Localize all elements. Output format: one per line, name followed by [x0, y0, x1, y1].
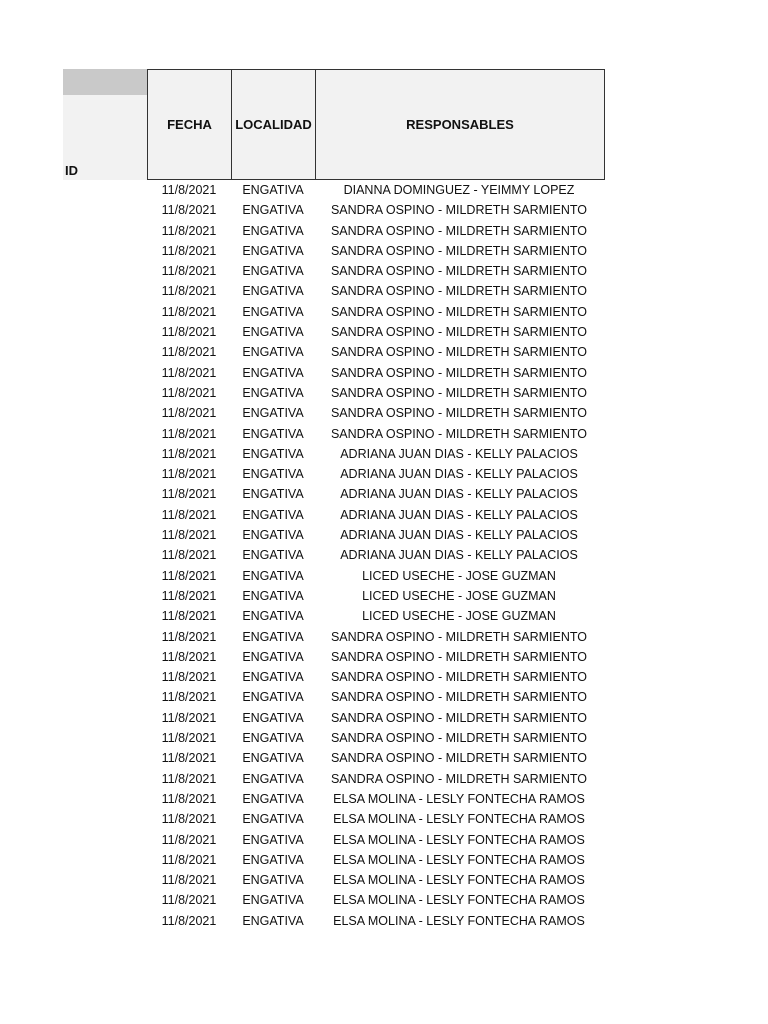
responsables-cell: SANDRA OSPINO - MILDRETH SARMIENTO: [330, 325, 588, 340]
fecha-cell: 11/8/2021: [161, 568, 217, 583]
fecha-cell: 11/8/2021: [161, 284, 217, 299]
id-column-header: ID: [65, 163, 78, 178]
localidad-cell: ENGATIVA: [242, 385, 304, 400]
localidad-cell: ENGATIVA: [242, 487, 304, 502]
responsables-cell: SANDRA OSPINO - MILDRETH SARMIENTO: [330, 264, 588, 279]
responsables-cell: ELSA MOLINA - LESLY FONTECHA RAMOS: [333, 812, 585, 827]
table-row: [147, 241, 603, 261]
table-row: [147, 606, 603, 626]
localidad-cell: ENGATIVA: [242, 446, 304, 461]
localidad-cell: ENGATIVA: [242, 832, 304, 847]
responsables-cell: SANDRA OSPINO - MILDRETH SARMIENTO: [330, 710, 588, 725]
table-row: [147, 708, 603, 728]
fecha-cell: 11/8/2021: [161, 873, 217, 888]
responsables-cell: ELSA MOLINA - LESLY FONTECHA RAMOS: [333, 832, 585, 847]
localidad-cell: ENGATIVA: [242, 223, 304, 238]
fecha-cell: 11/8/2021: [161, 588, 217, 603]
table-row: [147, 281, 603, 301]
table-row: [147, 180, 603, 200]
table-row: [147, 667, 603, 687]
table-row: [147, 586, 603, 606]
table-row: [147, 911, 603, 931]
fecha-cell: 11/8/2021: [161, 670, 217, 685]
table-row: [147, 830, 603, 850]
table-row: [147, 809, 603, 829]
responsables-cell: SANDRA OSPINO - MILDRETH SARMIENTO: [330, 203, 588, 218]
responsables-cell: SANDRA OSPINO - MILDRETH SARMIENTO: [330, 649, 588, 664]
localidad-cell: ENGATIVA: [242, 568, 304, 583]
responsables-cell: ADRIANA JUAN DIAS - KELLY PALACIOS: [340, 487, 578, 502]
responsables-cell: DIANNA DOMINGUEZ - YEIMMY LOPEZ: [343, 183, 575, 197]
fecha-cell: 11/8/2021: [161, 304, 217, 319]
table-row: [147, 566, 603, 586]
localidad-cell: ENGATIVA: [242, 731, 304, 746]
responsables-cell: SANDRA OSPINO - MILDRETH SARMIENTO: [330, 304, 588, 319]
fecha-cell: 11/8/2021: [161, 832, 217, 847]
localidad-cell: ENGATIVA: [242, 873, 304, 888]
responsables-cell: SANDRA OSPINO - MILDRETH SARMIENTO: [330, 629, 588, 644]
responsables-cell: ADRIANA JUAN DIAS - KELLY PALACIOS: [340, 507, 578, 522]
localidad-cell: ENGATIVA: [242, 588, 304, 603]
localidad-cell: ENGATIVA: [242, 467, 304, 482]
table-body: [147, 180, 603, 931]
table-row: [147, 769, 603, 789]
responsables-cell: SANDRA OSPINO - MILDRETH SARMIENTO: [330, 243, 588, 258]
table-row: [147, 200, 603, 220]
responsables-cell: ELSA MOLINA - LESLY FONTECHA RAMOS: [333, 893, 585, 908]
responsables-cell: SANDRA OSPINO - MILDRETH SARMIENTO: [330, 731, 588, 746]
fecha-cell: 11/8/2021: [161, 385, 217, 400]
responsables-cell: ELSA MOLINA - LESLY FONTECHA RAMOS: [333, 873, 585, 888]
localidad-cell: ENGATIVA: [242, 913, 304, 928]
table-row: [147, 383, 603, 403]
fecha-cell: 11/8/2021: [161, 406, 217, 421]
id-header-top-cell: [63, 69, 147, 95]
fecha-cell: 11/8/2021: [161, 183, 217, 197]
table-row: [147, 444, 603, 464]
localidad-cell: ENGATIVA: [242, 649, 304, 664]
localidad-cell: ENGATIVA: [242, 304, 304, 319]
responsables-cell: SANDRA OSPINO - MILDRETH SARMIENTO: [330, 284, 588, 299]
localidad-cell: ENGATIVA: [242, 426, 304, 441]
localidad-cell: ENGATIVA: [242, 365, 304, 380]
localidad-cell: ENGATIVA: [242, 406, 304, 421]
localidad-cell: ENGATIVA: [242, 852, 304, 867]
table-row: [147, 403, 603, 423]
localidad-cell: ENGATIVA: [242, 791, 304, 806]
localidad-cell: ENGATIVA: [242, 609, 304, 624]
table-row: [147, 484, 603, 504]
table-header: [147, 69, 605, 180]
fecha-cell: 11/8/2021: [161, 731, 217, 746]
fecha-cell: 11/8/2021: [161, 365, 217, 380]
fecha-cell: 11/8/2021: [161, 893, 217, 908]
localidad-cell: ENGATIVA: [242, 243, 304, 258]
table-row: [147, 505, 603, 525]
localidad-cell: ENGATIVA: [242, 548, 304, 563]
fecha-cell: 11/8/2021: [161, 426, 217, 441]
fecha-cell: 11/8/2021: [161, 223, 217, 238]
responsables-cell: ADRIANA JUAN DIAS - KELLY PALACIOS: [340, 467, 578, 482]
fecha-cell: 11/8/2021: [161, 467, 217, 482]
fecha-cell: 11/8/2021: [161, 446, 217, 461]
fecha-cell: 11/8/2021: [161, 528, 217, 543]
table-row: [147, 850, 603, 870]
table-row: [147, 363, 603, 383]
responsables-cell: LICED USECHE - JOSE GUZMAN: [362, 609, 556, 624]
fecha-cell: 11/8/2021: [161, 649, 217, 664]
table-row: [147, 627, 603, 647]
table-row: [147, 748, 603, 768]
fecha-cell: 11/8/2021: [161, 264, 217, 279]
localidad-cell: ENGATIVA: [242, 751, 304, 766]
localidad-cell: ENGATIVA: [242, 183, 304, 197]
table-row: [147, 525, 603, 545]
responsables-cell: SANDRA OSPINO - MILDRETH SARMIENTO: [330, 365, 588, 380]
responsables-cell: ELSA MOLINA - LESLY FONTECHA RAMOS: [333, 852, 585, 867]
table-row: [147, 424, 603, 444]
localidad-cell: ENGATIVA: [242, 670, 304, 685]
table-row: [147, 342, 603, 362]
localidad-cell: ENGATIVA: [242, 528, 304, 543]
table-row: [147, 221, 603, 241]
localidad-cell: ENGATIVA: [242, 325, 304, 340]
responsables-cell: SANDRA OSPINO - MILDRETH SARMIENTO: [330, 771, 588, 786]
fecha-cell: 11/8/2021: [161, 487, 217, 502]
responsables-cell: SANDRA OSPINO - MILDRETH SARMIENTO: [330, 751, 588, 766]
fecha-cell: 11/8/2021: [161, 812, 217, 827]
fecha-cell: 11/8/2021: [161, 771, 217, 786]
localidad-cell: ENGATIVA: [242, 629, 304, 644]
localidad-cell: ENGATIVA: [242, 345, 304, 360]
responsables-cell: SANDRA OSPINO - MILDRETH SARMIENTO: [330, 406, 588, 421]
fecha-cell: 11/8/2021: [161, 325, 217, 340]
localidad-cell: ENGATIVA: [242, 284, 304, 299]
fecha-cell: 11/8/2021: [161, 751, 217, 766]
fecha-column-header: FECHA: [148, 70, 232, 179]
localidad-cell: ENGATIVA: [242, 771, 304, 786]
fecha-cell: 11/8/2021: [161, 345, 217, 360]
responsables-cell: SANDRA OSPINO - MILDRETH SARMIENTO: [330, 670, 588, 685]
fecha-cell: 11/8/2021: [161, 203, 217, 218]
localidad-cell: ENGATIVA: [242, 710, 304, 725]
table-row: [147, 728, 603, 748]
localidad-cell: ENGATIVA: [242, 507, 304, 522]
responsables-cell: ADRIANA JUAN DIAS - KELLY PALACIOS: [340, 528, 578, 543]
table-row: [147, 464, 603, 484]
table-row: [147, 890, 603, 910]
responsables-cell: LICED USECHE - JOSE GUZMAN: [362, 588, 556, 603]
fecha-cell: 11/8/2021: [161, 609, 217, 624]
table-row: [147, 789, 603, 809]
fecha-cell: 11/8/2021: [161, 243, 217, 258]
responsables-cell: LICED USECHE - JOSE GUZMAN: [362, 568, 556, 583]
fecha-cell: 11/8/2021: [161, 548, 217, 563]
localidad-cell: ENGATIVA: [242, 812, 304, 827]
responsables-cell: ELSA MOLINA - LESLY FONTECHA RAMOS: [333, 791, 585, 806]
responsables-column-header: RESPONSABLES: [406, 117, 514, 132]
responsables-cell: SANDRA OSPINO - MILDRETH SARMIENTO: [330, 690, 588, 705]
responsables-cell: ELSA MOLINA - LESLY FONTECHA RAMOS: [333, 913, 585, 928]
table-row: [147, 545, 603, 565]
localidad-cell: ENGATIVA: [242, 203, 304, 218]
fecha-cell: 11/8/2021: [161, 629, 217, 644]
responsables-cell: ADRIANA JUAN DIAS - KELLY PALACIOS: [340, 548, 578, 563]
localidad-cell: ENGATIVA: [242, 893, 304, 908]
responsables-cell: SANDRA OSPINO - MILDRETH SARMIENTO: [330, 223, 588, 238]
fecha-cell: 11/8/2021: [161, 690, 217, 705]
table-row: [147, 870, 603, 890]
localidad-cell: ENGATIVA: [242, 690, 304, 705]
fecha-cell: 11/8/2021: [161, 913, 217, 928]
table-row: [147, 261, 603, 281]
fecha-cell: 11/8/2021: [161, 710, 217, 725]
table-row: [147, 302, 603, 322]
fecha-cell: 11/8/2021: [161, 791, 217, 806]
table-row: [147, 322, 603, 342]
table-row: [147, 687, 603, 707]
table-row: [147, 647, 603, 667]
fecha-cell: 11/8/2021: [161, 507, 217, 522]
responsables-cell: SANDRA OSPINO - MILDRETH SARMIENTO: [330, 345, 588, 360]
responsables-cell: ADRIANA JUAN DIAS - KELLY PALACIOS: [340, 446, 578, 461]
localidad-column-header: LOCALIDAD: [232, 70, 316, 179]
fecha-cell: 11/8/2021: [161, 852, 217, 867]
responsables-cell: SANDRA OSPINO - MILDRETH SARMIENTO: [330, 385, 588, 400]
localidad-cell: ENGATIVA: [242, 264, 304, 279]
responsables-cell: SANDRA OSPINO - MILDRETH SARMIENTO: [330, 426, 588, 441]
